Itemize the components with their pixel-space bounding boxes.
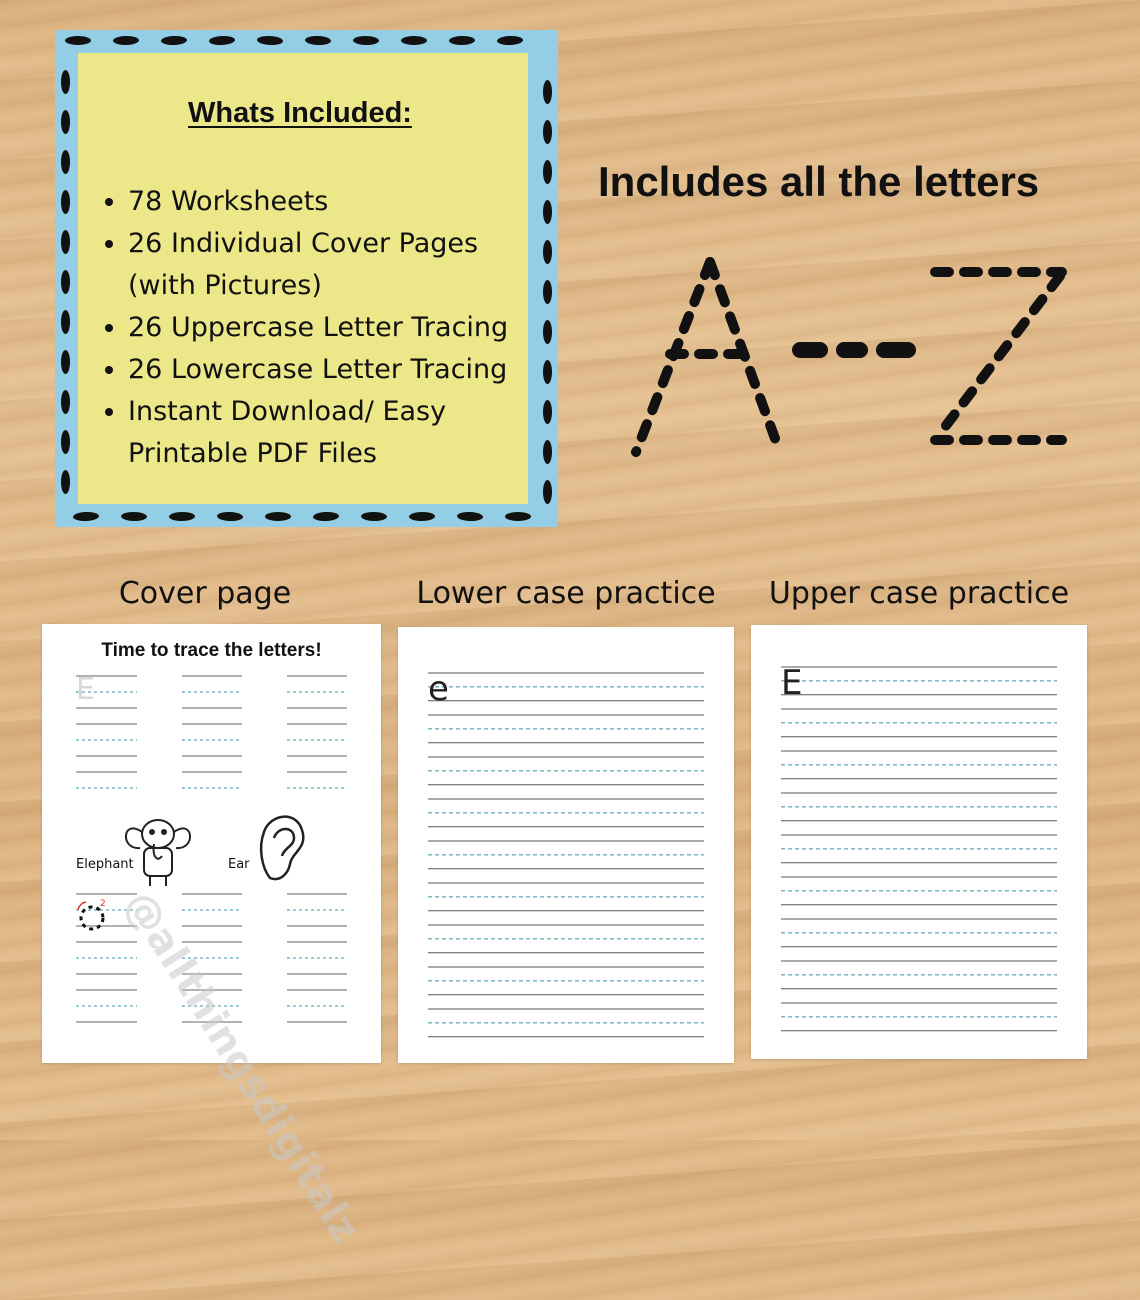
frame-spot: [65, 36, 91, 45]
frame-spot: [265, 512, 291, 521]
lower-case-letter: e: [428, 669, 449, 709]
frame-spot: [61, 270, 70, 294]
frame-spot: [61, 70, 70, 94]
list-item: 26 Lowercase Letter Tracing: [105, 349, 528, 391]
frame-spot: [543, 480, 552, 504]
letter-z-diagonal: [938, 276, 1060, 436]
list-item: 78 Worksheets: [105, 181, 528, 223]
frame-spot: [543, 160, 552, 184]
frame-spot: [61, 150, 70, 174]
frame-spot: [505, 512, 531, 521]
info-box-title: Whats Included:: [188, 97, 412, 129]
watermark: @allthingsdigitalz: [115, 883, 369, 1251]
frame-spot: [61, 230, 70, 254]
frame-spot: [113, 36, 139, 45]
svg-text:2: 2: [100, 899, 106, 909]
frame-spot: [161, 36, 187, 46]
upper-case-sheet: [751, 625, 1087, 1059]
frame-spot: [361, 512, 387, 521]
list-item: Instant Download/ Easy Printable PDF Files: [105, 391, 528, 475]
frame-spot: [543, 360, 552, 384]
upper-case-letter: E: [781, 663, 803, 703]
frame-spot: [73, 512, 99, 522]
frame-spot: [401, 36, 427, 45]
frame-spot: [457, 512, 483, 522]
frame-spot: [61, 470, 70, 494]
frame-spot: [61, 350, 70, 374]
cover-trace-letter: E: [76, 672, 95, 707]
headline: Includes all the letters: [598, 158, 1040, 205]
letter-range-art: [620, 250, 1090, 465]
frame-spot: [217, 512, 243, 522]
cover-page-sheet: [42, 624, 381, 1251]
cover-sheet-title: Time to trace the letters!: [101, 640, 322, 661]
frame-spot: [61, 430, 70, 454]
list-item: 26 Uppercase Letter Tracing: [105, 307, 528, 349]
frame-spot: [305, 36, 331, 46]
frame-spot: [257, 35, 283, 45]
frame-spot: [209, 35, 235, 45]
trace-guide-icon: [70, 896, 110, 936]
caption-cover-page: Cover page: [118, 576, 292, 611]
elephant-label: Elephant: [76, 857, 134, 872]
caption-lower-case: Lower case practice: [416, 576, 716, 611]
frame-spot: [313, 512, 339, 522]
caption-upper-case: Upper case practice: [768, 576, 1070, 611]
frame-spot: [409, 512, 435, 521]
list-item: 26 Individual Cover Pages (with Pictures): [105, 223, 528, 307]
frame-spot: [543, 320, 552, 344]
frame-spot: [543, 240, 552, 264]
frame-spot: [61, 190, 70, 214]
frame-spot: [353, 36, 379, 45]
frame-spot: [497, 36, 523, 46]
lower-case-sheet: [398, 627, 734, 1063]
ear-label: Ear: [228, 857, 250, 872]
frame-spot: [543, 440, 552, 464]
frame-spot: [543, 200, 552, 224]
frame-spot: [543, 400, 552, 424]
frame-spot: [169, 512, 195, 521]
ear-icon: [252, 808, 312, 888]
frame-spot: [449, 36, 475, 45]
frame-spot: [121, 512, 147, 521]
info-box-list: [105, 181, 528, 475]
frame-spot: [61, 310, 70, 334]
frame-spot: [543, 280, 552, 304]
frame-spot: [61, 390, 70, 414]
